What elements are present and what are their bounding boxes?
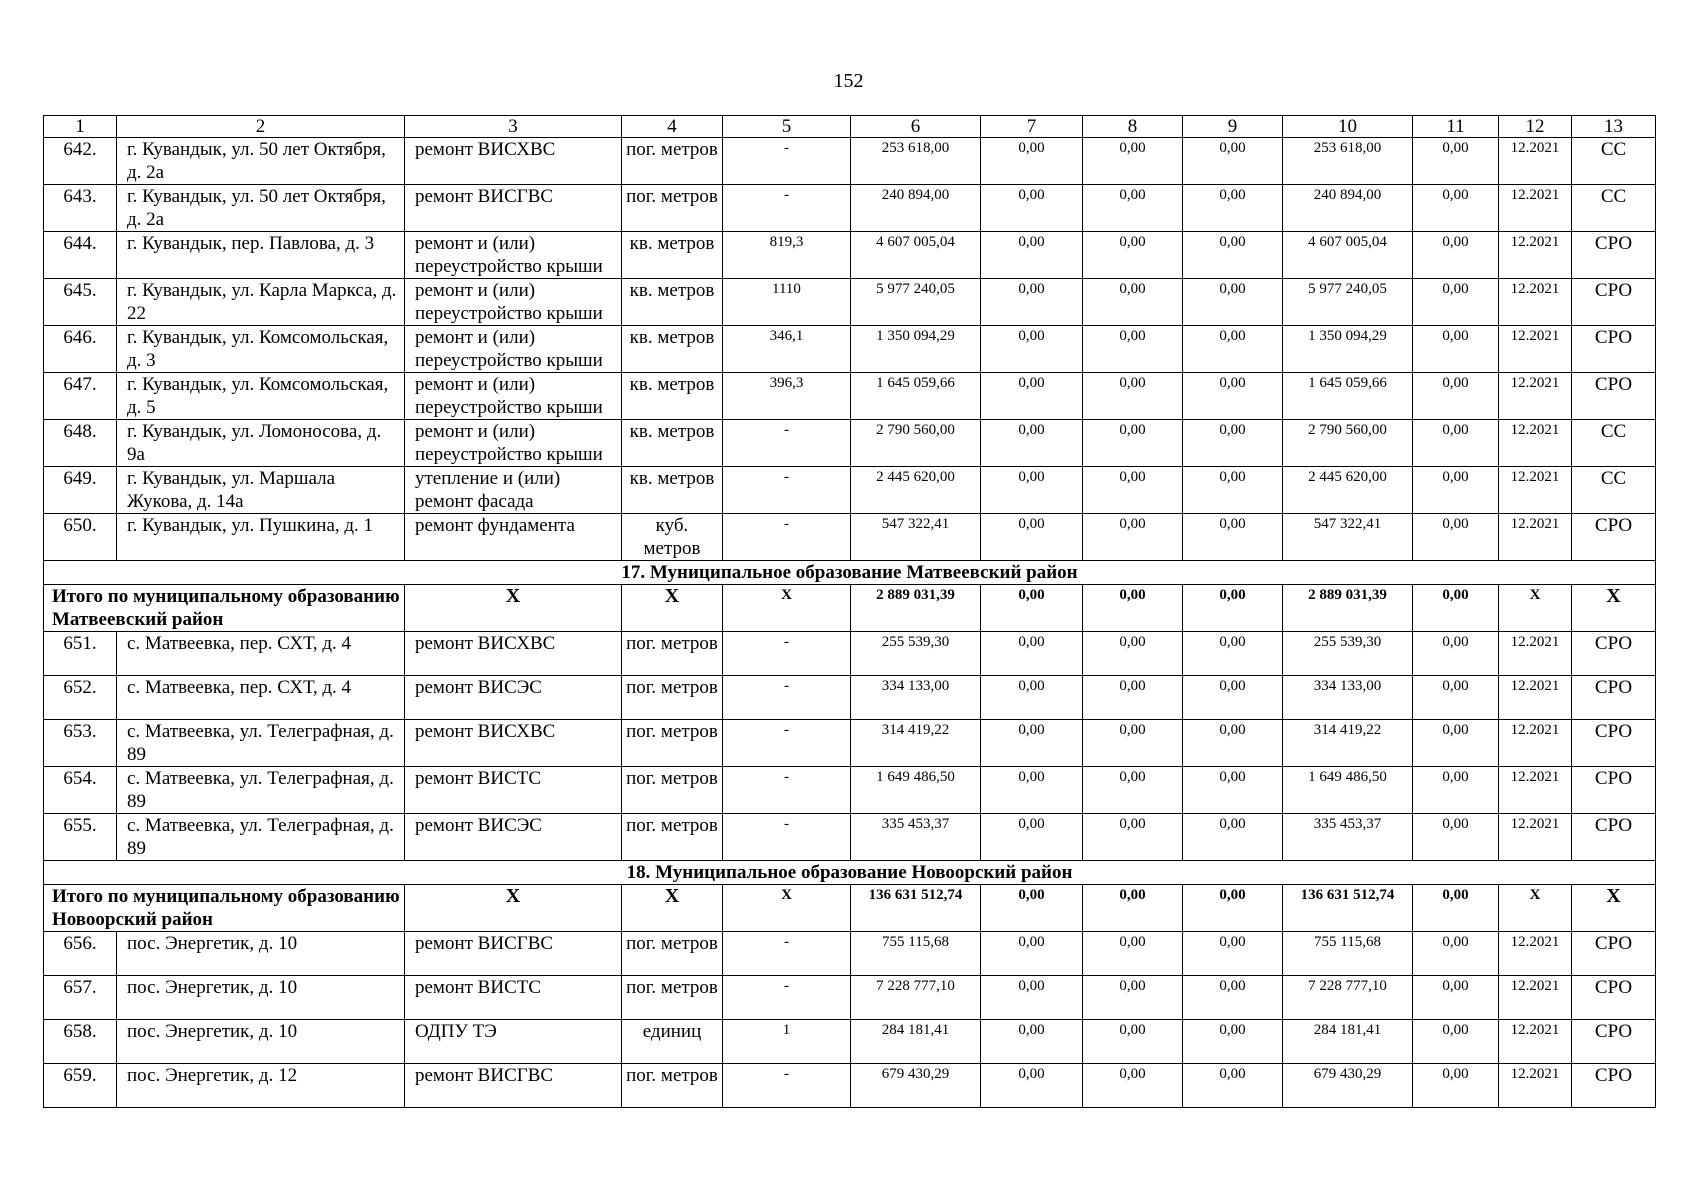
col11-cell: 0,00: [1413, 326, 1499, 373]
row-number-cell: 647.: [44, 373, 117, 420]
col9-cell: 0,00: [1183, 232, 1283, 279]
col9-cell: 0,00: [1183, 976, 1283, 1020]
work-type-cell: ремонт и (или) переустройство крыши: [405, 279, 622, 326]
fund-cost-cell: 2 790 560,00: [1283, 420, 1413, 467]
col11-cell: 0,00: [1413, 1020, 1499, 1064]
method-cell: СРО: [1572, 676, 1656, 720]
method-cell: СС: [1572, 185, 1656, 232]
total-cost-cell: 679 430,29: [851, 1064, 981, 1108]
unit-cell: пог. метров: [622, 676, 723, 720]
unit-cell: куб. метров: [622, 514, 723, 561]
work-type-cell: ремонт ВИСХВС: [405, 720, 622, 767]
col9-cell: 0,00: [1183, 632, 1283, 676]
row-number-cell: 650.: [44, 514, 117, 561]
quantity-cell: -: [723, 720, 851, 767]
unit-cell: пог. метров: [622, 932, 723, 976]
total-col12-cell: Х: [1499, 585, 1572, 632]
deadline-cell: 12.2021: [1499, 767, 1572, 814]
total-col13-cell: Х: [1572, 885, 1656, 932]
fund-cost-cell: 547 322,41: [1283, 514, 1413, 561]
table-row: [44, 814, 1656, 861]
col9-cell: 0,00: [1183, 420, 1283, 467]
row-number-cell: 655.: [44, 814, 117, 861]
total-cost-cell: 1 649 486,50: [851, 767, 981, 814]
table-row: [44, 676, 1656, 720]
deadline-cell: 12.2021: [1499, 185, 1572, 232]
col7-cell: 0,00: [981, 720, 1083, 767]
work-type-cell: утепление и (или) ремонт фасада: [405, 467, 622, 514]
unit-cell: кв. метров: [622, 373, 723, 420]
address-cell: с. Матвеевка, пер. СХТ, д. 4: [117, 676, 405, 720]
quantity-cell: -: [723, 138, 851, 185]
unit-cell: пог. метров: [622, 1064, 723, 1108]
unit-cell: единиц: [622, 1020, 723, 1064]
col8-cell: 0,00: [1083, 373, 1183, 420]
col9-cell: 0,00: [1183, 1020, 1283, 1064]
col8-cell: 0,00: [1083, 932, 1183, 976]
fund-cost-cell: 755 115,68: [1283, 932, 1413, 976]
total-col7-cell: 0,00: [981, 885, 1083, 932]
col8-cell: 0,00: [1083, 1020, 1183, 1064]
section-header-row: [44, 861, 1656, 885]
unit-cell: пог. метров: [622, 632, 723, 676]
unit-cell: кв. метров: [622, 232, 723, 279]
col7-cell: 0,00: [981, 632, 1083, 676]
table-row: [44, 976, 1656, 1020]
table-row: [44, 932, 1656, 976]
row-number-cell: 649.: [44, 467, 117, 514]
method-cell: СРО: [1572, 279, 1656, 326]
table-row: [44, 326, 1656, 373]
address-cell: г. Кувандык, ул. Комсомольская, д. 3: [117, 326, 405, 373]
total-fund-cost-cell: 2 889 031,39: [1283, 585, 1413, 632]
fund-cost-cell: 334 133,00: [1283, 676, 1413, 720]
address-cell: с. Матвеевка, ул. Телеграфная, д. 89: [117, 720, 405, 767]
col9-cell: 0,00: [1183, 814, 1283, 861]
work-type-cell: ремонт ВИСТС: [405, 976, 622, 1020]
row-number-cell: 642.: [44, 138, 117, 185]
quantity-cell: -: [723, 632, 851, 676]
col7-cell: 0,00: [981, 767, 1083, 814]
deadline-cell: 12.2021: [1499, 814, 1572, 861]
total-col7-cell: 0,00: [981, 585, 1083, 632]
quantity-cell: 396,3: [723, 373, 851, 420]
address-cell: пос. Энергетик, д. 10: [117, 932, 405, 976]
address-cell: г. Кувандык, ул. 50 лет Октября, д. 2а: [117, 185, 405, 232]
total-row: [44, 885, 1656, 932]
total-cost-cell: 314 419,22: [851, 720, 981, 767]
deadline-cell: 12.2021: [1499, 720, 1572, 767]
method-cell: СРО: [1572, 326, 1656, 373]
col9-cell: 0,00: [1183, 373, 1283, 420]
work-type-cell: ремонт ВИСЭС: [405, 676, 622, 720]
col11-cell: 0,00: [1413, 279, 1499, 326]
col11-cell: 0,00: [1413, 185, 1499, 232]
method-cell: СРО: [1572, 632, 1656, 676]
repair-program-table: [43, 115, 1656, 1108]
row-number-cell: 645.: [44, 279, 117, 326]
fund-cost-cell: 1 645 059,66: [1283, 373, 1413, 420]
deadline-cell: 12.2021: [1499, 467, 1572, 514]
table-row: [44, 514, 1656, 561]
work-type-cell: ремонт и (или) переустройство крыши: [405, 420, 622, 467]
table-row: [44, 1064, 1656, 1108]
col8-cell: 0,00: [1083, 632, 1183, 676]
row-number-cell: 643.: [44, 185, 117, 232]
col11-cell: 0,00: [1413, 767, 1499, 814]
col7-cell: 0,00: [981, 932, 1083, 976]
section-title: 18. Муниципальное образование Новоорский район: [44, 861, 1656, 885]
col8-cell: 0,00: [1083, 720, 1183, 767]
quantity-cell: -: [723, 767, 851, 814]
col8-cell: 0,00: [1083, 1064, 1183, 1108]
col8-cell: 0,00: [1083, 676, 1183, 720]
total-label: Итого по муниципальному образованию Новоорский район: [44, 885, 405, 932]
total-col4-cell: Х: [622, 585, 723, 632]
total-cost-cell: 253 618,00: [851, 138, 981, 185]
column-header-9: 9: [1183, 116, 1283, 138]
quantity-cell: 346,1: [723, 326, 851, 373]
quantity-cell: -: [723, 420, 851, 467]
quantity-cell: -: [723, 932, 851, 976]
unit-cell: пог. метров: [622, 976, 723, 1020]
col7-cell: 0,00: [981, 138, 1083, 185]
total-col11-cell: 0,00: [1413, 885, 1499, 932]
work-type-cell: ремонт ВИСГВС: [405, 1064, 622, 1108]
quantity-cell: -: [723, 814, 851, 861]
unit-cell: пог. метров: [622, 185, 723, 232]
col8-cell: 0,00: [1083, 976, 1183, 1020]
page-number: 152: [833, 70, 864, 92]
total-col9-cell: 0,00: [1183, 585, 1283, 632]
address-cell: пос. Энергетик, д. 10: [117, 1020, 405, 1064]
work-type-cell: ремонт и (или) переустройство крыши: [405, 232, 622, 279]
table-row: [44, 232, 1656, 279]
col9-cell: 0,00: [1183, 932, 1283, 976]
address-cell: г. Кувандык, ул. Ломоносова, д. 9а: [117, 420, 405, 467]
column-number-header-row: [44, 116, 1656, 138]
column-header-12: 12: [1499, 116, 1572, 138]
total-col8-cell: 0,00: [1083, 585, 1183, 632]
col7-cell: 0,00: [981, 467, 1083, 514]
work-type-cell: ремонт и (или) переустройство крыши: [405, 373, 622, 420]
work-type-cell: ремонт и (или) переустройство крыши: [405, 326, 622, 373]
col8-cell: 0,00: [1083, 138, 1183, 185]
quantity-cell: -: [723, 676, 851, 720]
total-cost-cell: 2 889 031,39: [851, 585, 981, 632]
method-cell: СРО: [1572, 232, 1656, 279]
col11-cell: 0,00: [1413, 467, 1499, 514]
row-number-cell: 653.: [44, 720, 117, 767]
col8-cell: 0,00: [1083, 185, 1183, 232]
col11-cell: 0,00: [1413, 976, 1499, 1020]
method-cell: СРО: [1572, 1020, 1656, 1064]
total-col12-cell: Х: [1499, 885, 1572, 932]
col7-cell: 0,00: [981, 326, 1083, 373]
table-body: [44, 116, 1656, 1108]
column-header-7: 7: [981, 116, 1083, 138]
fund-cost-cell: 255 539,30: [1283, 632, 1413, 676]
unit-cell: пог. метров: [622, 814, 723, 861]
col8-cell: 0,00: [1083, 814, 1183, 861]
row-number-cell: 656.: [44, 932, 117, 976]
total-cost-cell: 284 181,41: [851, 1020, 981, 1064]
total-cost-cell: 1 645 059,66: [851, 373, 981, 420]
row-number-cell: 658.: [44, 1020, 117, 1064]
address-cell: г. Кувандык, ул. Маршала Жукова, д. 14а: [117, 467, 405, 514]
col11-cell: 0,00: [1413, 138, 1499, 185]
work-type-cell: ремонт ВИСГВС: [405, 932, 622, 976]
total-col9-cell: 0,00: [1183, 885, 1283, 932]
col9-cell: 0,00: [1183, 185, 1283, 232]
col9-cell: 0,00: [1183, 1064, 1283, 1108]
quantity-cell: 1110: [723, 279, 851, 326]
total-cost-cell: 334 133,00: [851, 676, 981, 720]
col7-cell: 0,00: [981, 1064, 1083, 1108]
total-col13-cell: Х: [1572, 585, 1656, 632]
method-cell: СРО: [1572, 373, 1656, 420]
total-cost-cell: 755 115,68: [851, 932, 981, 976]
deadline-cell: 12.2021: [1499, 232, 1572, 279]
method-cell: СРО: [1572, 976, 1656, 1020]
column-header-5: 5: [723, 116, 851, 138]
deadline-cell: 12.2021: [1499, 373, 1572, 420]
method-cell: СРО: [1572, 767, 1656, 814]
deadline-cell: 12.2021: [1499, 138, 1572, 185]
work-type-cell: ремонт фундамента: [405, 514, 622, 561]
deadline-cell: 12.2021: [1499, 1020, 1572, 1064]
column-header-13: 13: [1572, 116, 1656, 138]
deadline-cell: 12.2021: [1499, 326, 1572, 373]
col11-cell: 0,00: [1413, 420, 1499, 467]
col11-cell: 0,00: [1413, 373, 1499, 420]
work-type-cell: ремонт ВИСТС: [405, 767, 622, 814]
col11-cell: 0,00: [1413, 1064, 1499, 1108]
deadline-cell: 12.2021: [1499, 676, 1572, 720]
total-col3-cell: Х: [405, 585, 622, 632]
col8-cell: 0,00: [1083, 767, 1183, 814]
quantity-cell: 1: [723, 1020, 851, 1064]
quantity-cell: -: [723, 514, 851, 561]
fund-cost-cell: 335 453,37: [1283, 814, 1413, 861]
quantity-cell: -: [723, 467, 851, 514]
column-header-10: 10: [1283, 116, 1413, 138]
col7-cell: 0,00: [981, 514, 1083, 561]
total-cost-cell: 255 539,30: [851, 632, 981, 676]
total-cost-cell: 7 228 777,10: [851, 976, 981, 1020]
column-header-8: 8: [1083, 116, 1183, 138]
col9-cell: 0,00: [1183, 326, 1283, 373]
column-header-6: 6: [851, 116, 981, 138]
deadline-cell: 12.2021: [1499, 976, 1572, 1020]
total-cost-cell: 1 350 094,29: [851, 326, 981, 373]
col8-cell: 0,00: [1083, 514, 1183, 561]
total-cost-cell: 547 322,41: [851, 514, 981, 561]
total-cost-cell: 5 977 240,05: [851, 279, 981, 326]
column-header-1: 1: [44, 116, 117, 138]
fund-cost-cell: 314 419,22: [1283, 720, 1413, 767]
total-cost-cell: 240 894,00: [851, 185, 981, 232]
method-cell: СС: [1572, 138, 1656, 185]
fund-cost-cell: 7 228 777,10: [1283, 976, 1413, 1020]
work-type-cell: ремонт ВИСХВС: [405, 632, 622, 676]
col7-cell: 0,00: [981, 420, 1083, 467]
column-header-2: 2: [117, 116, 405, 138]
unit-cell: пог. метров: [622, 767, 723, 814]
address-cell: пос. Энергетик, д. 12: [117, 1064, 405, 1108]
col9-cell: 0,00: [1183, 279, 1283, 326]
table-row: [44, 185, 1656, 232]
method-cell: СРО: [1572, 720, 1656, 767]
col11-cell: 0,00: [1413, 720, 1499, 767]
row-number-cell: 654.: [44, 767, 117, 814]
work-type-cell: ремонт ВИСХВС: [405, 138, 622, 185]
row-number-cell: 657.: [44, 976, 117, 1020]
quantity-cell: -: [723, 185, 851, 232]
total-cost-cell: 2 445 620,00: [851, 467, 981, 514]
col11-cell: 0,00: [1413, 514, 1499, 561]
table-row: [44, 373, 1656, 420]
section-header-row: [44, 561, 1656, 585]
col11-cell: 0,00: [1413, 232, 1499, 279]
col7-cell: 0,00: [981, 279, 1083, 326]
method-cell: СРО: [1572, 932, 1656, 976]
deadline-cell: 12.2021: [1499, 420, 1572, 467]
row-number-cell: 644.: [44, 232, 117, 279]
fund-cost-cell: 4 607 005,04: [1283, 232, 1413, 279]
quantity-cell: 819,3: [723, 232, 851, 279]
col9-cell: 0,00: [1183, 720, 1283, 767]
work-type-cell: ремонт ВИСГВС: [405, 185, 622, 232]
deadline-cell: 12.2021: [1499, 1064, 1572, 1108]
col7-cell: 0,00: [981, 373, 1083, 420]
col8-cell: 0,00: [1083, 232, 1183, 279]
row-number-cell: 659.: [44, 1064, 117, 1108]
col11-cell: 0,00: [1413, 932, 1499, 976]
col7-cell: 0,00: [981, 976, 1083, 1020]
method-cell: СРО: [1572, 1064, 1656, 1108]
total-fund-cost-cell: 136 631 512,74: [1283, 885, 1413, 932]
address-cell: г. Кувандык, ул. 50 лет Октября, д. 2а: [117, 138, 405, 185]
deadline-cell: 12.2021: [1499, 932, 1572, 976]
unit-cell: кв. метров: [622, 420, 723, 467]
fund-cost-cell: 1 350 094,29: [1283, 326, 1413, 373]
method-cell: СС: [1572, 467, 1656, 514]
deadline-cell: 12.2021: [1499, 632, 1572, 676]
col9-cell: 0,00: [1183, 676, 1283, 720]
col7-cell: 0,00: [981, 814, 1083, 861]
address-cell: с. Матвеевка, ул. Телеграфная, д. 89: [117, 814, 405, 861]
table-row: [44, 767, 1656, 814]
table-row: [44, 1020, 1656, 1064]
fund-cost-cell: 2 445 620,00: [1283, 467, 1413, 514]
total-col3-cell: Х: [405, 885, 622, 932]
total-col5-cell: Х: [723, 885, 851, 932]
table-row: [44, 138, 1656, 185]
table-row: [44, 467, 1656, 514]
col9-cell: 0,00: [1183, 514, 1283, 561]
quantity-cell: -: [723, 1064, 851, 1108]
unit-cell: кв. метров: [622, 467, 723, 514]
unit-cell: кв. метров: [622, 326, 723, 373]
method-cell: СРО: [1572, 814, 1656, 861]
column-header-3: 3: [405, 116, 622, 138]
row-number-cell: 651.: [44, 632, 117, 676]
col11-cell: 0,00: [1413, 814, 1499, 861]
total-cost-cell: 2 790 560,00: [851, 420, 981, 467]
work-type-cell: ОДПУ ТЭ: [405, 1020, 622, 1064]
total-row: [44, 585, 1656, 632]
row-number-cell: 648.: [44, 420, 117, 467]
fund-cost-cell: 679 430,29: [1283, 1064, 1413, 1108]
total-cost-cell: 4 607 005,04: [851, 232, 981, 279]
address-cell: с. Матвеевка, пер. СХТ, д. 4: [117, 632, 405, 676]
col8-cell: 0,00: [1083, 420, 1183, 467]
total-cost-cell: 136 631 512,74: [851, 885, 981, 932]
row-number-cell: 646.: [44, 326, 117, 373]
col11-cell: 0,00: [1413, 632, 1499, 676]
table-row: [44, 632, 1656, 676]
table-row: [44, 279, 1656, 326]
deadline-cell: 12.2021: [1499, 279, 1572, 326]
col11-cell: 0,00: [1413, 676, 1499, 720]
column-header-11: 11: [1413, 116, 1499, 138]
table-row: [44, 720, 1656, 767]
unit-cell: пог. метров: [622, 138, 723, 185]
unit-cell: пог. метров: [622, 720, 723, 767]
col8-cell: 0,00: [1083, 279, 1183, 326]
table-row: [44, 420, 1656, 467]
row-number-cell: 652.: [44, 676, 117, 720]
work-type-cell: ремонт ВИСЭС: [405, 814, 622, 861]
col7-cell: 0,00: [981, 676, 1083, 720]
col7-cell: 0,00: [981, 232, 1083, 279]
fund-cost-cell: 5 977 240,05: [1283, 279, 1413, 326]
col9-cell: 0,00: [1183, 767, 1283, 814]
deadline-cell: 12.2021: [1499, 514, 1572, 561]
fund-cost-cell: 284 181,41: [1283, 1020, 1413, 1064]
col7-cell: 0,00: [981, 185, 1083, 232]
col9-cell: 0,00: [1183, 138, 1283, 185]
total-col4-cell: Х: [622, 885, 723, 932]
col9-cell: 0,00: [1183, 467, 1283, 514]
address-cell: пос. Энергетик, д. 10: [117, 976, 405, 1020]
total-col8-cell: 0,00: [1083, 885, 1183, 932]
address-cell: г. Кувандык, ул. Комсомольская, д. 5: [117, 373, 405, 420]
total-col11-cell: 0,00: [1413, 585, 1499, 632]
section-title: 17. Муниципальное образование Матвеевский район: [44, 561, 1656, 585]
address-cell: г. Кувандык, пер. Павлова, д. 3: [117, 232, 405, 279]
method-cell: СРО: [1572, 514, 1656, 561]
address-cell: с. Матвеевка, ул. Телеграфная, д. 89: [117, 767, 405, 814]
total-label: Итого по муниципальному образованию Матвеевский район: [44, 585, 405, 632]
unit-cell: кв. метров: [622, 279, 723, 326]
address-cell: г. Кувандык, ул. Карла Маркса, д. 22: [117, 279, 405, 326]
address-cell: г. Кувандык, ул. Пушкина, д. 1: [117, 514, 405, 561]
col8-cell: 0,00: [1083, 467, 1183, 514]
fund-cost-cell: 240 894,00: [1283, 185, 1413, 232]
col8-cell: 0,00: [1083, 326, 1183, 373]
quantity-cell: -: [723, 976, 851, 1020]
fund-cost-cell: 253 618,00: [1283, 138, 1413, 185]
total-cost-cell: 335 453,37: [851, 814, 981, 861]
fund-cost-cell: 1 649 486,50: [1283, 767, 1413, 814]
method-cell: СС: [1572, 420, 1656, 467]
column-header-4: 4: [622, 116, 723, 138]
total-col5-cell: Х: [723, 585, 851, 632]
col7-cell: 0,00: [981, 1020, 1083, 1064]
